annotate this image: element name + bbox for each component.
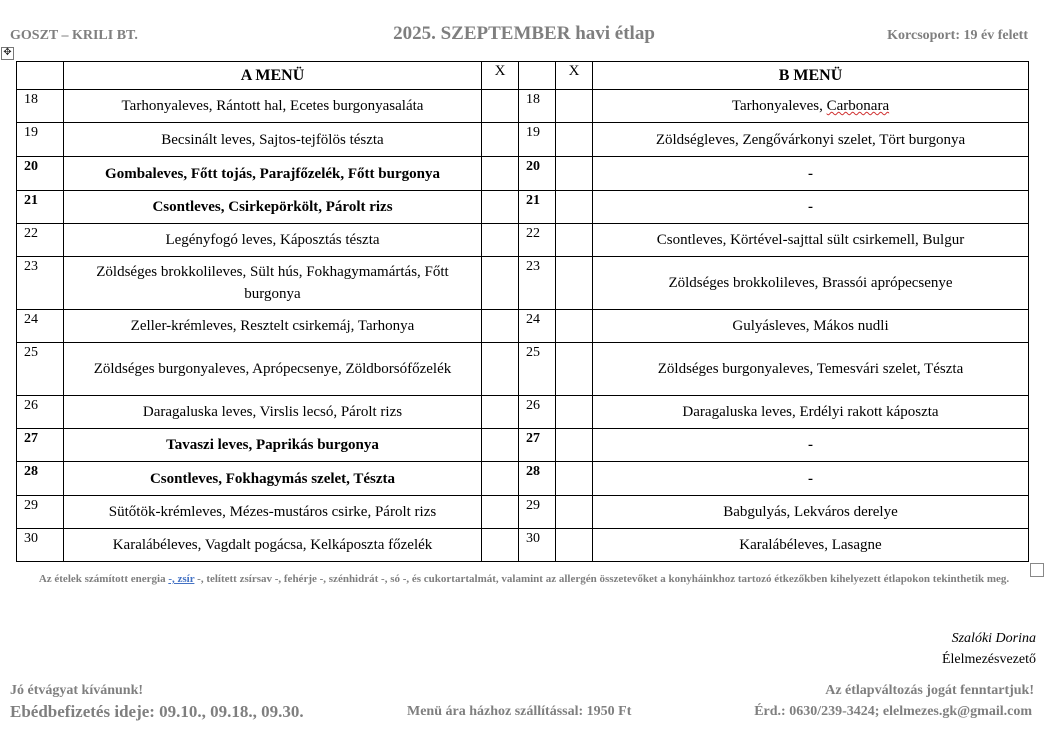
menu-table-header xyxy=(17,62,1029,90)
x-cell-a xyxy=(482,310,519,343)
table-row xyxy=(17,396,1029,429)
table-row xyxy=(17,429,1029,462)
x-cell-b xyxy=(556,123,593,157)
menu-b-dish xyxy=(593,90,1029,123)
x-cell-a xyxy=(482,90,519,123)
day-number-b: 20 xyxy=(519,157,556,191)
menu-b-dish-text: Babgulyás, Lekváros derelye xyxy=(723,504,898,520)
x-cell-a xyxy=(482,157,519,191)
menu-a-dish: Tarhonyaleves, Rántott hal, Ecetes burgonyasaláta xyxy=(64,90,482,123)
x-cell-a xyxy=(482,224,519,257)
company-name: GOSZT – KRILI BT. xyxy=(10,28,138,43)
day-number: 22 xyxy=(17,224,64,257)
menu-b-dish xyxy=(593,191,1029,224)
table-row xyxy=(17,224,1029,257)
day-number-b: 26 xyxy=(519,396,556,429)
menu-b-dish xyxy=(593,462,1029,496)
day-number-b: 28 xyxy=(519,462,556,496)
day-number: 25 xyxy=(17,343,64,396)
x-cell-b xyxy=(556,429,593,462)
x-header-b: X xyxy=(556,62,593,90)
day-number: 19 xyxy=(17,123,64,157)
menu-b-dish xyxy=(593,429,1029,462)
menu-a-dish: Zeller-krémleves, Resztelt csirkemáj, Tarhonya xyxy=(64,310,482,343)
day-number: 29 xyxy=(17,496,64,529)
menu-b-dish-text: Zöldséges burgonyaleves, Temesvári szelet, Tészta xyxy=(657,361,964,377)
x-cell-a xyxy=(482,343,519,396)
x-cell-b xyxy=(556,343,593,396)
x-cell-b xyxy=(556,462,593,496)
menu-a-dish: Legényfogó leves, Káposztás tészta xyxy=(64,224,482,257)
page-title: 2025. SZEPTEMBER havi étlap xyxy=(393,23,655,44)
menu-b-dish xyxy=(593,529,1029,562)
x-cell-b xyxy=(556,257,593,310)
menu-b-dish-text: Csontleves, Körtével-sajttal sült csirkemell, Bulgur xyxy=(656,232,965,248)
table-row xyxy=(17,90,1029,123)
x-cell-a xyxy=(482,429,519,462)
menu-b-dish xyxy=(593,123,1029,157)
menu-b-dish xyxy=(593,224,1029,257)
day-number-b: 25 xyxy=(519,343,556,396)
signature-name: Szalóki Dorina xyxy=(951,631,1036,646)
day-number: 21 xyxy=(17,191,64,224)
table-row xyxy=(17,462,1029,496)
table-row xyxy=(17,310,1029,343)
x-cell-a xyxy=(482,462,519,496)
menu-b-dish xyxy=(593,157,1029,191)
table-row xyxy=(17,529,1029,562)
menu-a-header: A MENÜ xyxy=(64,62,482,90)
table-row xyxy=(17,496,1029,529)
table-row xyxy=(17,157,1029,191)
day-number-b: 18 xyxy=(519,90,556,123)
move-arrows-icon[interactable]: ✥ xyxy=(1,47,14,60)
menu-b-dish-text: - xyxy=(808,437,813,453)
menu-b-dish xyxy=(593,257,1029,310)
x-cell-a xyxy=(482,191,519,224)
menu-a-dish: Sütőtök-krémleves, Mézes-mustáros csirke, Párolt rizs xyxy=(64,496,482,529)
signature-role: Élelmezésvezető xyxy=(941,652,1036,667)
menu-b-dish-text: - xyxy=(808,165,813,182)
age-group-label: Korcsoport: 19 év felett xyxy=(887,28,1028,43)
menu-b-dish-text: Karalábéleves, Lasagne xyxy=(739,537,882,553)
menu-a-dish: Tavaszi leves, Paprikás burgonya xyxy=(64,429,482,462)
menu-a-dish: Karalábéleves, Vagdalt pogácsa, Kelkáposzta főzelék xyxy=(64,529,482,562)
menu-a-dish: Gombaleves, Főtt tojás, Parajfőzelék, Főtt burgonya xyxy=(64,157,482,191)
menu-b-dish xyxy=(593,343,1029,396)
menu-table xyxy=(16,61,1029,562)
menu-b-dish xyxy=(593,496,1029,529)
empty-header-cell xyxy=(519,62,556,90)
menu-a-dish: Zöldséges burgonyaleves, Aprópecsenye, Zöldborsófőzelék xyxy=(64,343,482,396)
day-number-b: 24 xyxy=(519,310,556,343)
x-cell-a xyxy=(482,123,519,157)
menu-b-dish xyxy=(593,310,1029,343)
note-link[interactable]: -, zsír xyxy=(168,573,195,585)
menu-a-dish: Csontleves, Fokhagymás szelet, Tészta xyxy=(64,462,482,496)
menu-b-dish-text: - xyxy=(808,470,813,487)
day-number: 18 xyxy=(17,90,64,123)
menu-b-dish-text: - xyxy=(808,199,813,215)
table-row xyxy=(17,343,1029,396)
x-header-a: X xyxy=(482,62,519,90)
x-cell-a xyxy=(482,529,519,562)
day-number-b: 27 xyxy=(519,429,556,462)
menu-b-dish-text: Zöldséges brokkolileves, Brassói aprópecsenye xyxy=(668,275,953,291)
table-row xyxy=(17,191,1029,224)
spellcheck-marked-word: Carbonara xyxy=(826,98,890,114)
day-number: 23 xyxy=(17,257,64,310)
x-cell-b xyxy=(556,310,593,343)
menu-b-dish-text: Zöldségleves, Zengővárkonyi szelet, Tört burgonya xyxy=(655,131,966,148)
menu-price: Menü ára házhoz szállítással: 1950 Ft xyxy=(407,704,632,719)
note-text-continued: -, telített zsírsav -, fehérje -, szénhidrát -, só -, és cukortartalmát, valamint az allergén összetevőket a konyháinkhoz tartozó étkezőkben kihelyezett étlapokon tekinthetik meg. xyxy=(194,573,1010,585)
x-cell-b xyxy=(556,396,593,429)
menu-b-dish-text: Daragaluska leves, Erdélyi rakott káposzta xyxy=(682,404,939,420)
payment-dates: Ebédbefizetés ideje: 09.10., 09.18., 09.30. xyxy=(10,702,304,721)
day-number: 24 xyxy=(17,310,64,343)
note-text: Az ételek számított energia xyxy=(38,573,169,585)
nutrition-note xyxy=(10,570,1038,589)
table-row xyxy=(17,257,1029,310)
x-cell-a xyxy=(482,257,519,310)
menu-b-dish-text: Tarhonyaleves, xyxy=(731,98,827,114)
x-cell-b xyxy=(556,191,593,224)
day-number: 30 xyxy=(17,529,64,562)
x-cell-a xyxy=(482,396,519,429)
day-number-b: 23 xyxy=(519,257,556,310)
day-number-b: 22 xyxy=(519,224,556,257)
menu-b-dish xyxy=(593,396,1029,429)
x-cell-b xyxy=(556,224,593,257)
contact-info: Érd.: 0630/239-3424; elelmezes.gk@gmail.com xyxy=(754,704,1032,719)
day-number-b: 19 xyxy=(519,123,556,157)
table-row xyxy=(17,123,1029,157)
day-number-b: 30 xyxy=(519,529,556,562)
menu-b-dish-text: Gulyásleves, Mákos nudli xyxy=(732,318,889,334)
day-number-b: 21 xyxy=(519,191,556,224)
day-number: 27 xyxy=(17,429,64,462)
x-cell-b xyxy=(556,157,593,191)
day-number: 28 xyxy=(17,462,64,496)
greeting-text: Jó étvágyat kívánunk! xyxy=(10,683,144,698)
x-cell-b xyxy=(556,529,593,562)
menu-a-dish: Daragaluska leves, Virslis lecsó, Párolt rizs xyxy=(64,396,482,429)
day-number: 26 xyxy=(17,396,64,429)
menu-a-dish: Zöldséges brokkolileves, Sült hús, Fokhagymamártás, Főtt burgonya xyxy=(64,257,482,310)
menu-b-header: B MENÜ xyxy=(593,62,1029,90)
rights-notice: Az étlapváltozás jogát fenntartjuk! xyxy=(825,683,1034,698)
empty-header-cell xyxy=(17,62,64,90)
day-number-b: 29 xyxy=(519,496,556,529)
day-number: 20 xyxy=(17,157,64,191)
x-cell-b xyxy=(556,496,593,529)
x-cell-a xyxy=(482,496,519,529)
menu-a-dish: Csontleves, Csirkepörkölt, Párolt rizs xyxy=(64,191,482,224)
menu-a-dish: Becsinált leves, Sajtos-tejfölös tészta xyxy=(64,123,482,157)
x-cell-b xyxy=(556,90,593,123)
